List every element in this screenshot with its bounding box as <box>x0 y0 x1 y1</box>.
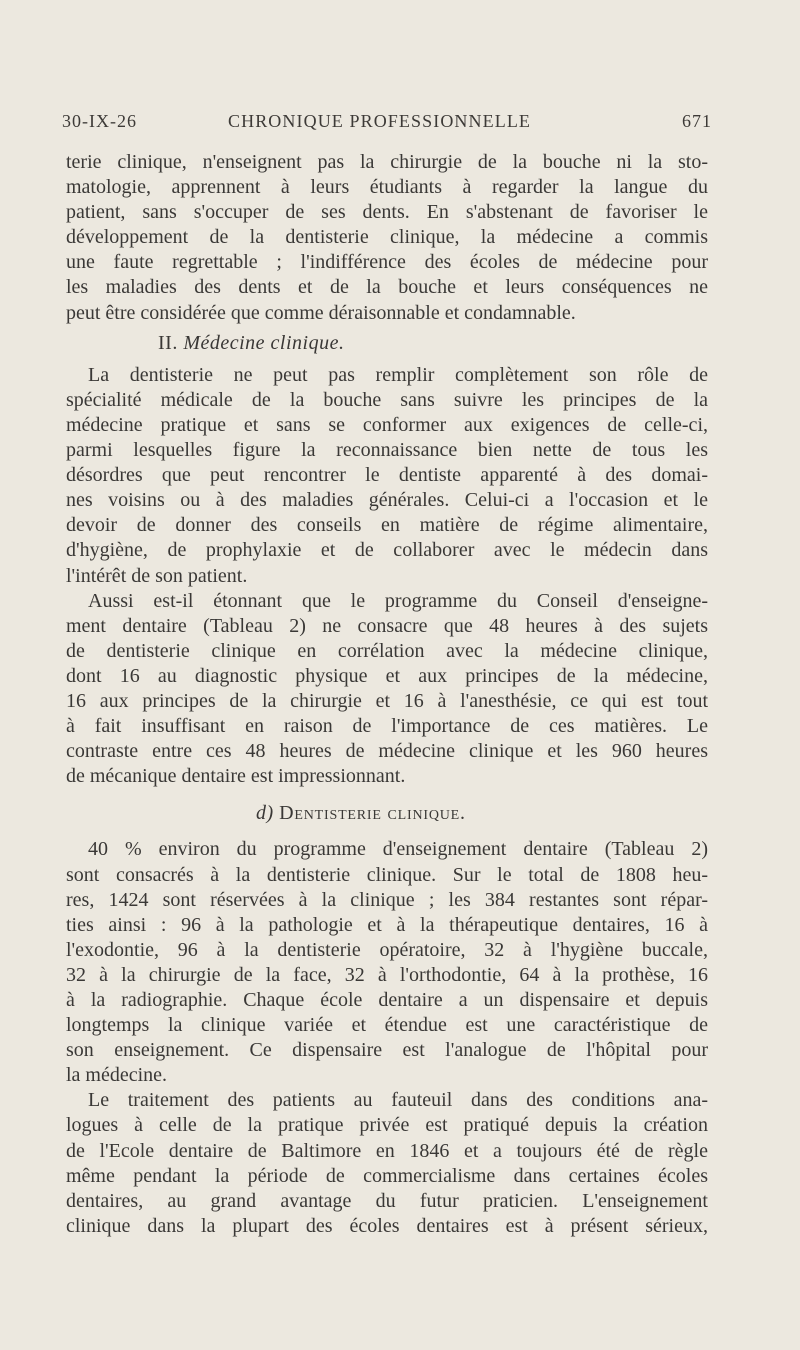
text-line: logues à celle de la pratique privée est pratiqué depuis la création <box>66 1114 708 1137</box>
paragraph-4 <box>66 837 708 1088</box>
text-line: dont 16 au diagnostic physique et aux principes de la médecine, <box>66 664 708 687</box>
section-title: Dentisterie clinique. <box>279 802 466 825</box>
text-line: clinique dans la plupart des écoles dentaires est à présent sérieux, <box>66 1214 708 1237</box>
text-line: terie clinique, n'enseignent pas la chirurgie de la bouche ni la sto- <box>66 151 708 173</box>
section-heading-medecine-clinique <box>66 331 708 356</box>
running-head-title: CHRONIQUE PROFESSIONNELLE <box>228 111 532 131</box>
text-line: sont consacrés à la dentisterie clinique. Sur le total de 1808 heu- <box>66 863 708 886</box>
running-head <box>62 111 712 141</box>
text-line: l'exodontie, 96 à la dentisterie opératoire, 32 à l'hygiène buccale, <box>66 938 708 961</box>
text-line: ment dentaire (Tableau 2) ne consacre que 48 heures à des sujets <box>66 614 708 637</box>
text-line: de dentisterie clinique en corrélation avec la médecine clinique, <box>66 639 708 662</box>
text-line: Aussi est-il étonnant que le programme du Conseil d'enseigne- <box>88 589 708 612</box>
text-line: peut être considérée que comme déraisonnable et condamnable. <box>66 301 576 324</box>
text-line: médecine pratique et sans se conformer aux exigences de celle-ci, <box>66 413 708 436</box>
text-line: d'hygiène, de prophylaxie et de collaborer avec le médecin dans <box>66 539 708 562</box>
text-line: même pendant la période de commercialisme dans certaines écoles <box>66 1164 708 1187</box>
paragraph-5 <box>66 1088 708 1239</box>
paragraph-1 <box>66 150 708 326</box>
text-line: patient, sans s'occuper de ses dents. En s'abstenant de favoriser le <box>66 201 708 224</box>
page-number: 671 <box>682 111 712 131</box>
text-line: son enseignement. Ce dispensaire est l'analogue de l'hôpital pour <box>66 1039 708 1062</box>
text-line: matologie, apprennent à leurs étudiants à regarder la langue du <box>66 176 708 199</box>
text-line: longtemps la clinique variée et étendue est une caractéristique de <box>66 1014 708 1037</box>
text-line: nes voisins ou à des maladies générales. Celui-ci a l'occasion et le <box>66 489 708 512</box>
text-line: développement de la dentisterie clinique, la médecine a commis <box>66 226 708 249</box>
text-line: spécialité médicale de la bouche sans suivre les principes de la <box>66 388 708 411</box>
text-line: 16 aux principes de la chirurgie et 16 à l'anesthésie, ce qui est tout <box>66 689 708 712</box>
paragraph-2 <box>66 363 708 589</box>
text-line: les maladies des dents et de la bouche et leurs conséquences ne <box>66 276 708 299</box>
text-line: La dentisterie ne peut pas remplir complètement son rôle de <box>88 363 708 386</box>
text-line: 32 à la chirurgie de la face, 32 à l'orthodontie, 64 à la prothèse, 16 <box>66 963 708 986</box>
text-line: de mécanique dentaire est impressionnant. <box>66 765 406 788</box>
text-line: Le traitement des patients au fauteuil dans des conditions ana- <box>88 1089 708 1112</box>
text-line: à la radiographie. Chaque école dentaire a un dispensaire et depuis <box>66 989 708 1011</box>
text-line: devoir de donner des conseils en matière de régime alimentaire, <box>66 514 708 537</box>
text-line: à fait insuffisant en raison de l'importance de ces matières. Le <box>66 715 708 738</box>
text-line: de l'Ecole dentaire de Baltimore en 1846 et a toujours été de règle <box>66 1139 708 1162</box>
text-line: l'intérêt de son patient. <box>66 564 248 587</box>
text-line: dentaires, au grand avantage du futur praticien. L'enseignement <box>66 1189 708 1212</box>
text-line: désordres que peut rencontrer le dentiste apparenté à des domai- <box>66 464 708 487</box>
text-line: parmi lesquelles figure la reconnaissance bien nette de tous les <box>66 439 708 462</box>
section-title: Médecine clinique. <box>183 331 345 354</box>
text-line: une faute regrettable ; l'indifférence des écoles de médecine pour <box>66 251 708 274</box>
body-text <box>66 150 708 1239</box>
paragraph-3 <box>66 589 708 790</box>
issue-date: 30-IX-26 <box>62 111 137 131</box>
text-line: contraste entre ces 48 heures de médecine clinique et les 960 heures <box>66 740 708 763</box>
text-line: ties ainsi : 96 à la pathologie et à la thérapeutique dentaires, 16 à <box>66 913 708 936</box>
text-line: la médecine. <box>66 1064 168 1087</box>
text-line: 40 % environ du programme d'enseignement dentaire (Tableau 2) <box>88 838 708 861</box>
section-heading-dentisterie-clinique <box>66 801 708 826</box>
text-line: res, 1424 sont réservées à la clinique ; les 384 restantes sont répar- <box>66 888 708 911</box>
section-number: II. <box>158 331 178 354</box>
section-letter: d) <box>256 802 274 825</box>
